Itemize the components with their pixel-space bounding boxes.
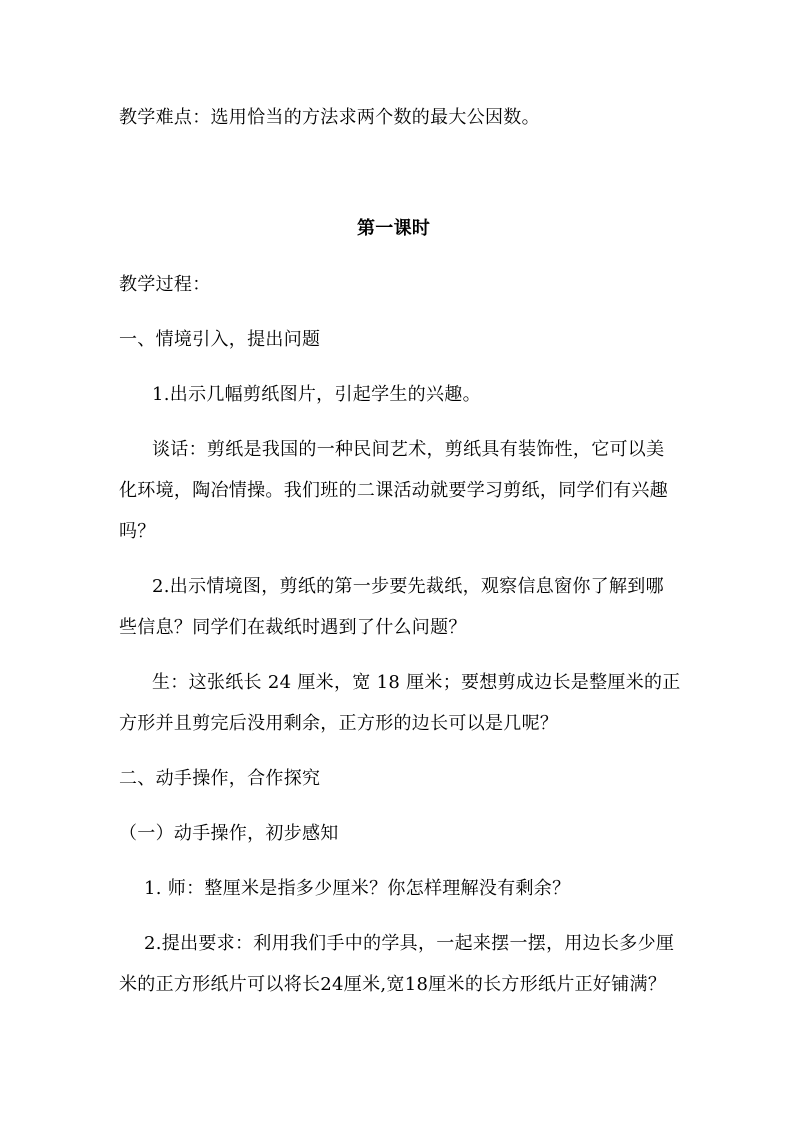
process-label: 教学过程： bbox=[119, 274, 211, 295]
subsection-1-title: （一）动手操作，初步感知 bbox=[119, 823, 339, 844]
section-1-title: 一、情境引入，提出问题 bbox=[119, 329, 321, 350]
section-2-title: 二、动手操作，合作探究 bbox=[119, 768, 321, 789]
talk-line-3: 吗？ bbox=[119, 521, 156, 542]
talk-line-1: 谈话：剪纸是我国的一种民间艺术，剪纸具有装饰性，它可以美 bbox=[152, 439, 665, 460]
item-1: 1.出示几幅剪纸图片，引起学生的兴趣。 bbox=[152, 384, 481, 405]
item-2-line-2: 些信息？同学们在裁纸时遇到了什么问题？ bbox=[119, 617, 467, 638]
lesson-title: 第一课时 bbox=[357, 218, 431, 239]
item-2-line-1: 2.出示情境图，剪纸的第一步要先裁纸，观察信息窗你了解到哪 bbox=[152, 576, 664, 597]
step-2-line-2: 米的正方形纸片可以将长24厘米,宽18厘米的长方形纸片正好铺满？ bbox=[119, 974, 667, 995]
talk-line-2: 化环境，陶冶情操。我们班的二课活动就要学习剪纸，同学们有兴趣 bbox=[119, 480, 668, 501]
student-line-1: 生：这张纸长 24 厘米，宽 18 厘米；要想剪成边长是整厘米的正 bbox=[152, 672, 681, 693]
step-1: 1. 师：整厘米是指多少厘米？你怎样理解没有剩余？ bbox=[144, 878, 571, 899]
student-line-2: 方形并且剪完后没用剩余，正方形的边长可以是几呢？ bbox=[119, 713, 559, 734]
teaching-difficulty: 教学难点：选用恰当的方法求两个数的最大公因数。 bbox=[119, 107, 540, 128]
step-2-line-1: 2.提出要求：利用我们手中的学具，一起来摆一摆，用边长多少厘 bbox=[144, 933, 675, 954]
